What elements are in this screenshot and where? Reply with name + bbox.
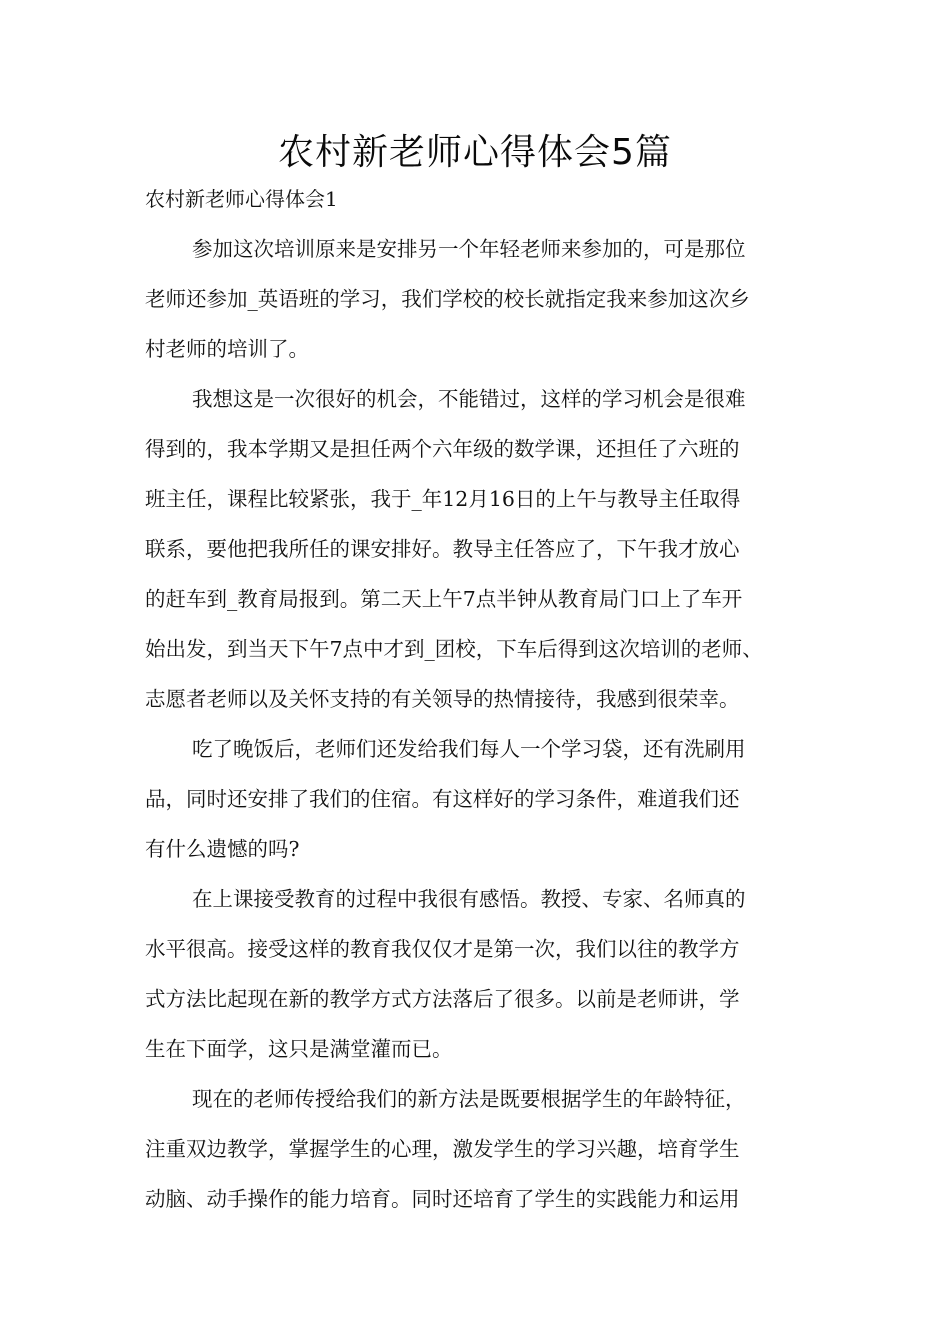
- paragraph-line: 在上课接受教育的过程中我很有感悟。教授、专家、名师真的: [192, 887, 746, 911]
- paragraph-line: 老师还参加_英语班的学习，我们学校的校长就指定我来参加这次乡: [145, 287, 750, 311]
- paragraph-line: 水平很高。接受这样的教育我仅仅才是第一次，我们以往的教学方: [145, 937, 740, 961]
- paragraph-line: 联系，要他把我所任的课安排好。教导主任答应了，下午我才放心: [145, 537, 740, 561]
- paragraph-line: 动脑、动手操作的能力培育。同时还培育了学生的实践能力和运用: [145, 1187, 740, 1211]
- paragraph-line: 始出发，到当天下午7点中才到_团校，下车后得到这次培训的老师、: [145, 637, 763, 661]
- paragraph-line: 吃了晚饭后，老师们还发给我们每人一个学习袋，还有洗刷用: [192, 737, 746, 761]
- paragraph-line: 志愿者老师以及关怀支持的有关领导的热情接待，我感到很荣幸。: [145, 687, 740, 711]
- paragraph-line: 有什么遗憾的吗?: [145, 837, 300, 861]
- paragraph-line: 我想这是一次很好的机会，不能错过，这样的学习机会是很难: [192, 387, 746, 411]
- paragraph-line: 参加这次培训原来是安排另一个年轻老师来参加的，可是那位: [192, 237, 746, 261]
- paragraph-line: 现在的老师传授给我们的新方法是既要根据学生的年龄特征，: [192, 1087, 746, 1111]
- paragraph-line: 的赶车到_教育局报到。第二天上午7点半钟从教育局门口上了车开: [145, 587, 743, 611]
- paragraph-line: 式方法比起现在新的教学方式方法落后了很多。以前是老师讲，学: [145, 987, 740, 1011]
- paragraph-line: 村老师的培训了。: [145, 337, 309, 361]
- paragraph-line: 班主任，课程比较紧张，我于_年12月16日的上午与教导主任取得: [145, 487, 741, 511]
- paragraph-line: 注重双边教学，掌握学生的心理，激发学生的学习兴趣，培育学生: [145, 1137, 740, 1161]
- section-heading: 农村新老师心得体会1: [145, 187, 338, 211]
- document-title: 农村新老师心得体会5篇: [278, 132, 672, 173]
- paragraph-line: 生在下面学，这只是满堂灌而已。: [145, 1037, 453, 1061]
- paragraph-line: 得到的，我本学期又是担任两个六年级的数学课，还担任了六班的: [145, 437, 740, 461]
- paragraph-line: 品，同时还安排了我们的住宿。有这样好的学习条件，难道我们还: [145, 787, 740, 811]
